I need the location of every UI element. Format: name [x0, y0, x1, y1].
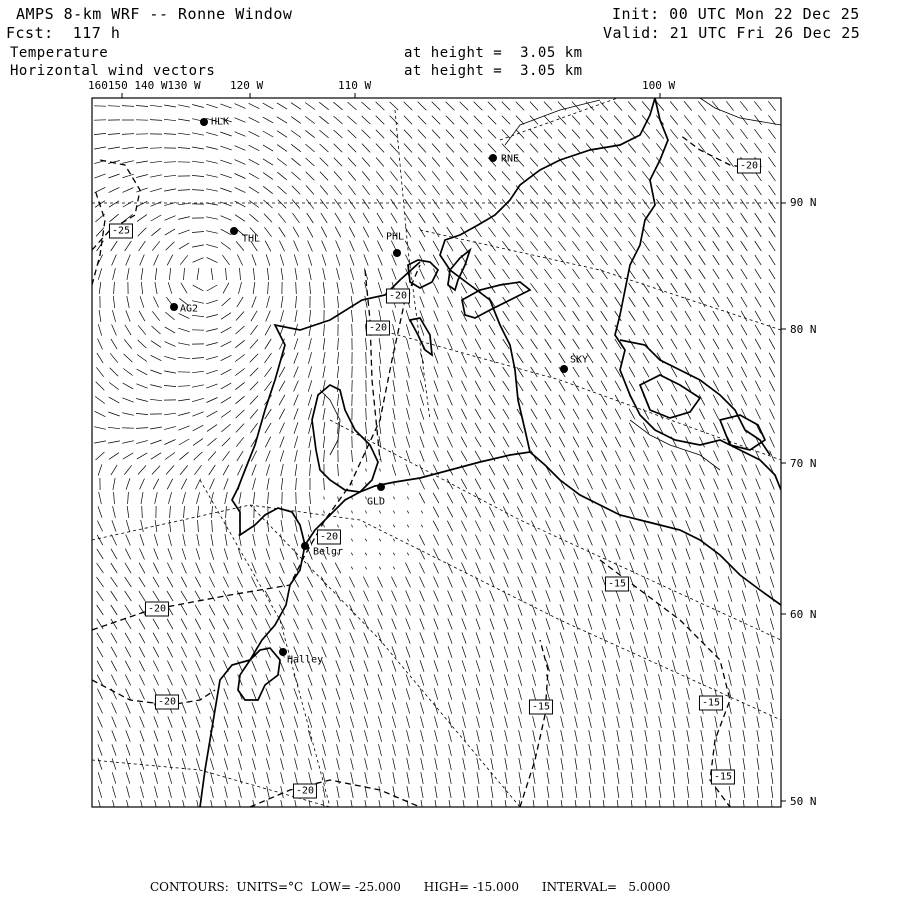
larsen-region — [620, 340, 770, 455]
station-dot-ag2 — [170, 303, 178, 311]
init-time: Init: 00 UTC Mon 22 Dec 25 — [612, 5, 860, 23]
station-label-rne: RNE — [501, 153, 520, 165]
station-dot-gld — [377, 483, 385, 491]
contour-label-phl: -20 — [386, 289, 410, 304]
station-label-sky: SKY — [570, 354, 589, 366]
contour-label-west: -25 — [109, 224, 133, 239]
lat-line-55 — [92, 505, 781, 720]
small-island-2 — [408, 260, 438, 288]
contour-label-inner: -20 — [366, 321, 390, 336]
lon-label-100: 100 W — [642, 79, 676, 92]
berkner-inner — [320, 390, 340, 455]
lat-label-50: 50 N — [790, 795, 817, 808]
graticule — [92, 90, 781, 807]
field1-name: Temperature — [10, 45, 109, 61]
contour-info-footer: CONTOURS: UNITS=°C LOW= -25.000 HIGH= -15.000 INTERVAL= 5.0000 — [150, 880, 671, 894]
ice-shelf-edges — [320, 98, 781, 470]
station-dot-thl — [230, 227, 238, 235]
plot-title: AMPS 8-km WRF -- Ronne Window — [16, 5, 293, 23]
station-label-phl: PHL — [386, 231, 405, 243]
contour-minus25b — [92, 190, 105, 285]
coastline-halley-inlet — [238, 648, 280, 700]
lat-label-60: 60 N — [790, 608, 817, 621]
station-label-thl: THL — [242, 233, 261, 245]
contour-label-center: -15 — [529, 700, 553, 715]
lat-line-60 — [330, 420, 781, 640]
station-dot-sky — [560, 365, 568, 373]
station-label-ag2: AG2 — [180, 303, 199, 315]
field2-name: Horizontal wind vectors — [10, 63, 216, 79]
contour-label-ne: -20 — [737, 159, 761, 174]
field2-height: at height = 3.05 km — [404, 63, 583, 79]
station-label-gld: GLD — [367, 496, 386, 508]
lat-label-80: 80 N — [790, 323, 817, 336]
peninsula-island-b — [720, 415, 765, 450]
station-dot-belgr — [301, 542, 309, 550]
larsen-inner — [630, 420, 720, 470]
peninsula-island-a — [640, 375, 700, 418]
station-dot-rne — [489, 154, 497, 162]
coastline-ice-front-south — [305, 452, 781, 605]
station-label-belgr: Belgr — [313, 546, 344, 558]
coastlines — [200, 98, 781, 807]
lat-line-80 — [420, 230, 781, 330]
contour-label-se-bottom: -15 — [711, 770, 735, 785]
lon-label-110: 110 W — [338, 79, 372, 92]
coastline-peninsula-east — [615, 98, 781, 490]
station-dot-hlk — [200, 118, 208, 126]
station-dot-phl — [393, 249, 401, 257]
contour-label-belgr: -20 — [317, 530, 341, 545]
lat-label-70: 70 N — [790, 457, 817, 470]
contour-label-east: -15 — [605, 577, 629, 592]
forecast-hour: Fcst: 117 h — [6, 24, 121, 42]
contour-label-south: -20 — [155, 695, 179, 710]
station-dot-halley — [279, 648, 287, 656]
ice-edge-north — [505, 100, 600, 145]
map-ticks — [122, 93, 786, 801]
field1-height: at height = 3.05 km — [404, 45, 583, 61]
station-markers — [170, 118, 568, 656]
lon-label-160-130: 160150 140 W130 W — [88, 79, 201, 92]
contour-label-sw: -20 — [145, 602, 169, 617]
station-label-hlk: HLK — [211, 116, 230, 128]
berkner-island — [312, 385, 378, 492]
lat-label-90: 90 N — [790, 196, 817, 209]
valid-time: Valid: 21 UTC Fri 26 Dec 25 — [603, 24, 861, 42]
contour-minus20-south — [92, 680, 215, 705]
lon-label-120: 120 W — [230, 79, 264, 92]
contour-label-bottom: -20 — [293, 784, 317, 799]
contour-label-se: -15 — [699, 696, 723, 711]
station-label-halley: Halley — [287, 654, 324, 666]
